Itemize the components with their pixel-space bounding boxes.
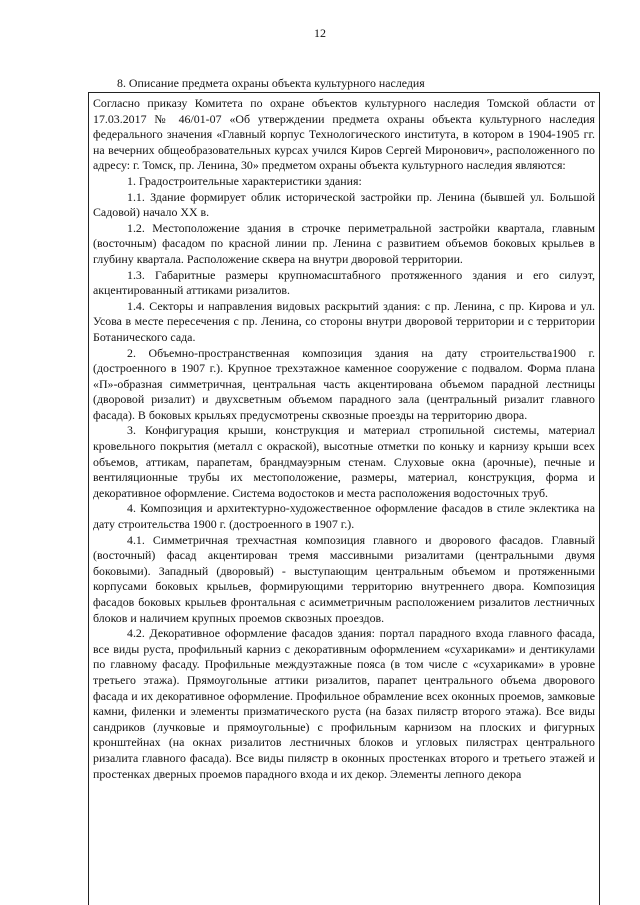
paragraph-1-3: 1.3. Габаритные размеры крупномасштабного протяженного здания и его силуэт, акцентированный аттиками ризалитов.: [93, 267, 595, 298]
paragraph-1-1: 1.1. Здание формирует облик исторической застройки пр. Ленина (бывшей ул. Большой Садовой) начало XX в.: [93, 189, 595, 220]
paragraph-1-2: 1.2. Местоположение здания в строчке периметральной застройки квартала, главным (восточным) фасадом по красной линии пр. Ленина с развитием объемов боковых крыльев в глубину квартала. Расположение сквера на внутри дворовой территории.: [93, 220, 595, 266]
content-table-cell: [88, 92, 600, 905]
paragraph-2: 2. Объемно-пространственная композиция здания на дату строительства1900 г. (достроенного в 1907 г.). Крупное трехэтажное каменное сооружение с подвалом. Форма плана «П»-образная симметричная, центральная часть акцентирована объемом парадной лестницы (дворовой ризалит) и двухсветным объемом парадного зала (центральный ризалит главного фасада). В боковых крыльях предусмотрены сквозные проезды на территорию двора.: [93, 345, 595, 422]
paragraph-1: 1. Градостроительные характеристики здания:: [127, 173, 362, 188]
paragraph-4-2: 4.2. Декоративное оформление фасадов здания: портал парадного входа главного фасада, все виды руста, профильный карниз с декоративным оформлением «сухариками» и дентикулами по главному фасаду. Профильные междуэтажные пояса (в том числе с «сухариками» в уровне третьего этажа). Прямоугольные аттики ризалитов, парапет центрального объема дворового фасада и их декоративное оформление. Профильное обрамление всех оконных проемов, замковые камни, филенки и элементы призматического руста (на базах пилястр второго этажа). Все виды сандриков (лучковые и прямоугольные) с профильным карнизом на плоских и фигурных кронштейнах (на окнах ризалитов лестничных блоков и угловых пилястрах центрального ризалита главного фасада). Все виды пилястр в оконных простенках второго и третьего этажей и простенках дверных проемов парадного входа и их декор. Элементы лепного декора: [93, 626, 595, 781]
paragraph-3: 3. Конфигурация крыши, конструкция и материал стропильной системы, материал кровельного покрытия (металл с окраской), высотные отметки по коньку и карнизу крыши всех объемов, аттикам, парапетам, брандмауэрным стенам. Слуховые окна (арочные), печные и вентиляционные трубы их местоположение, размеры, материал, конструкция, форма и декоративное оформление. Система водостоков и места расположения водосточных труб.: [93, 423, 595, 500]
paragraph-1-4: 1.4. Секторы и направления видовых раскрытий здания: с пр. Ленина, с пр. Кирова и ул. Усова в месте пересечения с пр. Ленина, со стороны внутри дворовой территории и с территории Ботанического сада.: [93, 298, 595, 344]
page-number: 12: [314, 26, 326, 40]
section-heading: 8. Описание предмета охраны объекта культурного наследия: [117, 76, 425, 90]
intro-paragraph: Согласно приказу Комитета по охране объектов культурного наследия Томской области от 17.03.2017 № 46/01-07 «Об утверждении предмета охраны объекта культурного наследия федерального значения «Главный корпус Технологического института, в котором в 1904-1905 гг. на вечерних общеобразовательных курсах учился Киров Сергей Миронович», расположенного по адресу: г. Томск, пр. Ленина, 30» предметом охраны объекта культурного наследия являются:: [93, 96, 595, 173]
paragraph-4-1: 4.1. Симметричная трехчастная композиция главного и дворового фасадов. Главный (восточный) фасад акцентирован тремя массивными ризалитами (центральными двумя боковыми). Западный (дворовый) - выступающим центральным объемом и протяженными корпусами боковых крыльев, формирующими территорию внутреннего двора. Композиция фасадов боковых крыльев фронтальная с асимметричным расположением ризалитов лестничных блоков и наличием крупных проемов сквозных проездов.: [93, 532, 595, 625]
paragraph-4: 4. Композиция и архитектурно-художественное оформление фасадов в стиле эклектика на дату строительства 1900 г. (достроенного в 1907 г.).: [93, 501, 595, 532]
